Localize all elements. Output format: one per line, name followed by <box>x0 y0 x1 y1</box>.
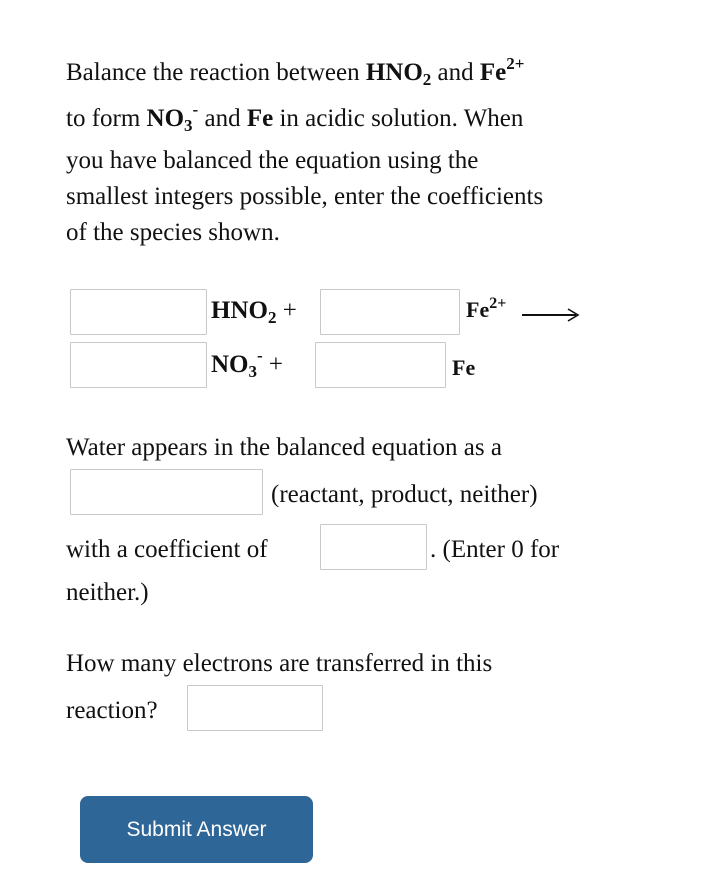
water-options-hint: (reactant, product, neither) <box>271 481 538 508</box>
text-segment: Balance the reaction between <box>66 59 366 86</box>
label-hno2: $HNO_2$ + <box>211 297 297 327</box>
coef-hno2-input[interactable] <box>71 290 206 334</box>
coef-fe2-field[interactable] <box>320 289 460 335</box>
species-no3: $NO_3^-$ <box>146 100 199 135</box>
text-segment: in acidic solution. When <box>273 105 524 132</box>
question-line-5: of the species shown. <box>66 219 280 246</box>
submit-answer-button[interactable]: Submit Answer <box>80 796 313 863</box>
question-line-4: smallest integers possible, enter the coefficients <box>66 183 544 210</box>
question-line-2 <box>66 100 524 135</box>
reaction-arrow-icon <box>522 305 582 323</box>
question-line-1 <box>66 54 525 89</box>
water-coef-label: with a coefficient of <box>66 536 268 563</box>
plus-sign: + <box>282 297 297 324</box>
question-line-3: you have balanced the equation using the <box>66 147 479 174</box>
species-hno2: $HNO_2$ <box>365 59 432 89</box>
coef-fe-input[interactable] <box>316 343 445 387</box>
coef-hno2-field[interactable] <box>70 289 207 335</box>
species-fe: Fe <box>246 105 274 132</box>
label-no3: $NO_3^-$ + <box>211 346 284 381</box>
electrons-input[interactable] <box>188 686 322 730</box>
coef-no3-input[interactable] <box>71 343 206 387</box>
text-segment: to form <box>66 105 147 132</box>
coef-fe2-input[interactable] <box>321 290 459 334</box>
water-coef-input[interactable] <box>321 525 426 569</box>
text-segment: and <box>198 105 247 132</box>
water-question: Water appears in the balanced equation as a <box>66 434 502 461</box>
label-fe: Fe <box>452 355 476 380</box>
plus-sign: + <box>268 351 284 378</box>
water-role-field[interactable] <box>70 469 263 515</box>
coef-fe-field[interactable] <box>315 342 446 388</box>
water-role-input[interactable] <box>71 470 262 514</box>
water-enter-hint: . (Enter 0 for <box>430 536 560 563</box>
coef-no3-field[interactable] <box>70 342 207 388</box>
label-fe2: $Fe^{2+}$ <box>466 295 507 322</box>
electrons-question: How many electrons are transferred in this <box>66 650 493 677</box>
electrons-field[interactable] <box>187 685 323 731</box>
water-neither-hint: neither.) <box>66 579 149 606</box>
text-segment: and <box>431 59 480 86</box>
water-coef-field[interactable] <box>320 524 427 570</box>
electrons-question-line-2: reaction? <box>66 697 158 724</box>
species-fe2: $Fe^{2+}$ <box>479 54 525 86</box>
